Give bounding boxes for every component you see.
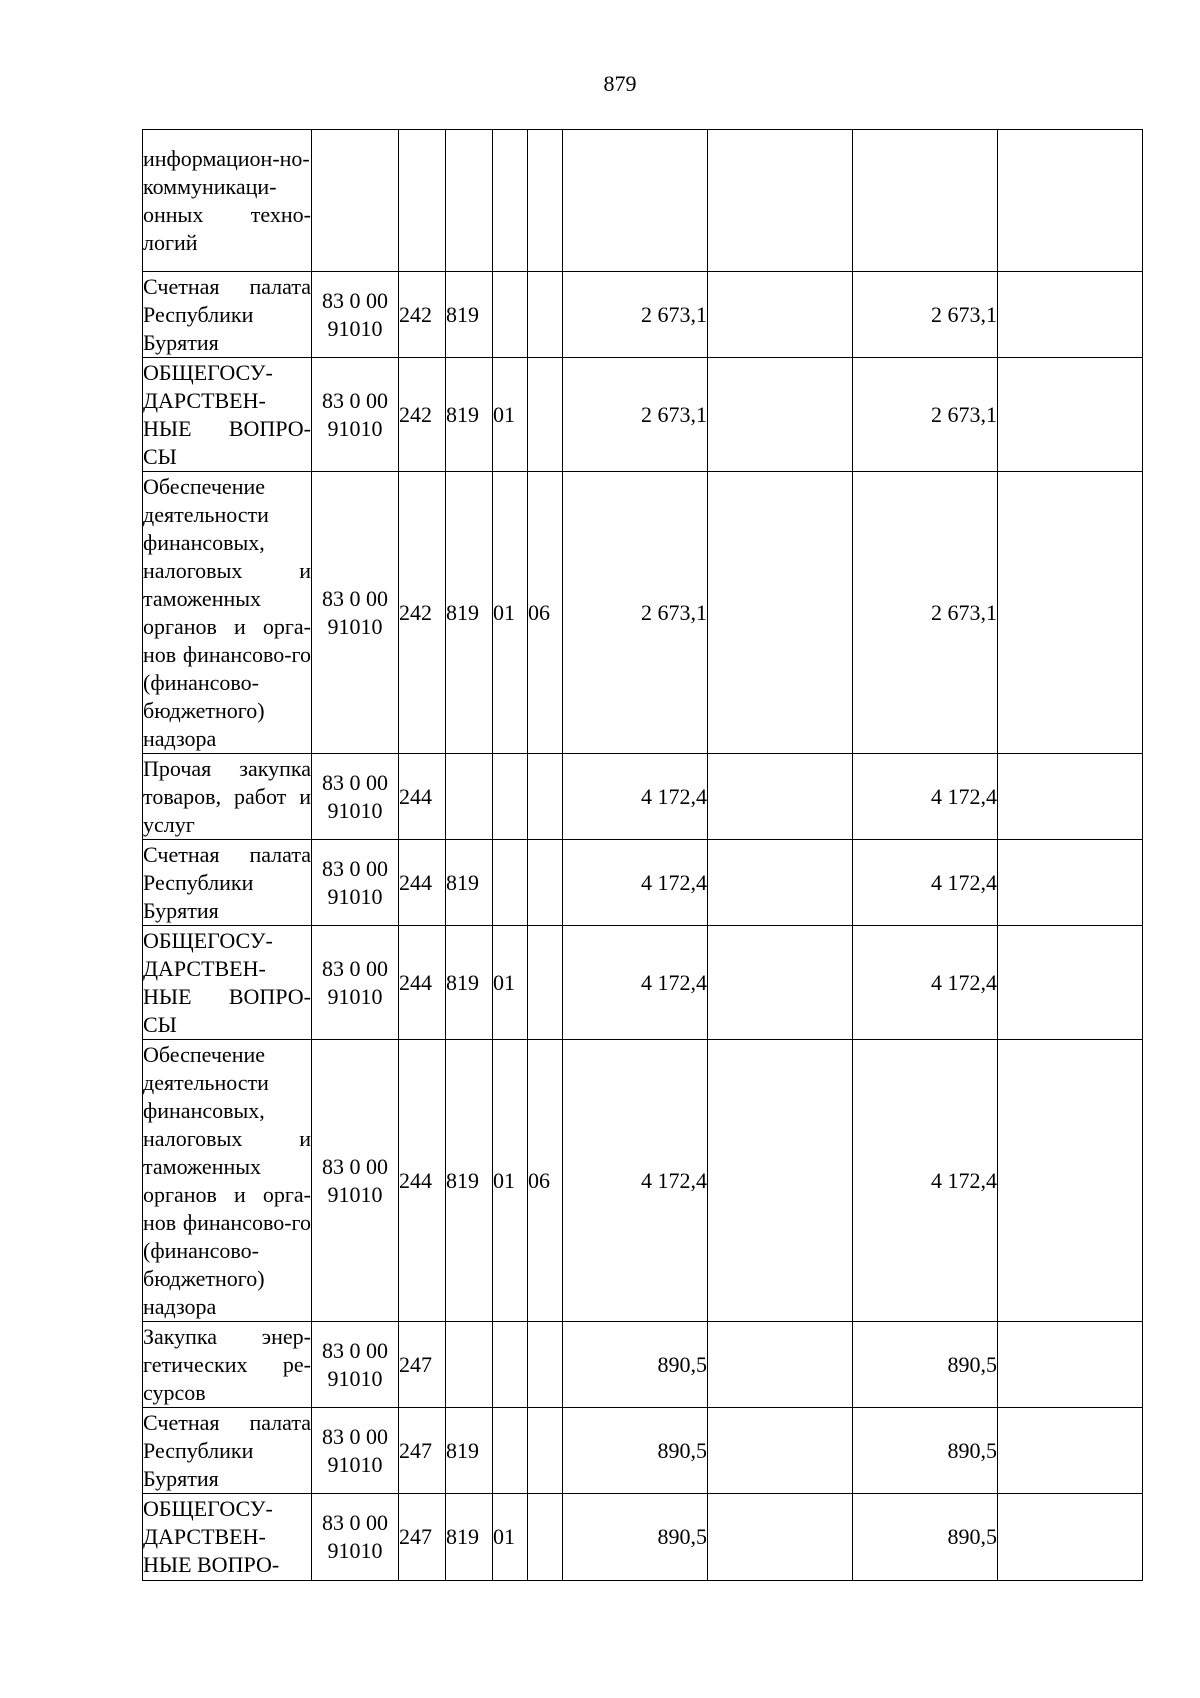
administrator-code-cell: [446, 1408, 493, 1494]
expense-type-code: 244: [399, 783, 432, 809]
expense-type-code-cell: [399, 1494, 446, 1581]
section-code-cell: [493, 1408, 528, 1494]
table-row: [143, 840, 1143, 926]
subsection-code-cell: [528, 1408, 563, 1494]
amount-column-2-cell: [708, 130, 853, 272]
administrator-code-cell: [446, 472, 493, 754]
section-code-cell: [493, 926, 528, 1040]
amount-column-2-cell: [708, 840, 853, 926]
amount-column-3-cell: [853, 840, 998, 926]
administrator-code-cell: [446, 272, 493, 358]
target-article-code-cell: [312, 840, 399, 926]
amount-column-2-cell: [708, 1408, 853, 1494]
expense-type-code-cell: [399, 840, 446, 926]
row-name: ОБЩЕГОСУ-ДАРСТВЕН-НЫЕ ВОПРО-СЫ: [143, 359, 311, 469]
section-code: 01: [493, 599, 515, 625]
row-name: информацион-но-коммуникаци-онных техно-логий: [143, 145, 311, 255]
amount-column-3: 890,5: [947, 1351, 997, 1377]
row-name: Обеспечение деятельности финансовых, налоговых и таможенных органов и орга-нов финансово-го (финансово-бюджетного) надзора: [143, 473, 311, 751]
amount-column-3: 4 172,4: [931, 869, 997, 895]
table-row: [143, 1040, 1143, 1322]
expense-type-code-cell: [399, 754, 446, 840]
amount-total: 4 172,4: [641, 783, 707, 809]
budget-table: [142, 129, 1143, 1581]
section-code-cell: [493, 130, 528, 272]
amount-column-3-cell: [853, 1040, 998, 1322]
table-row: [143, 1408, 1143, 1494]
subsection-code-cell: [528, 1322, 563, 1408]
amount-column-4-cell: [998, 130, 1143, 272]
administrator-code-cell: [446, 1494, 493, 1581]
table-row: [143, 1494, 1143, 1581]
target-article-code: 83 0 00 91010: [322, 955, 388, 1009]
amount-column-4-cell: [998, 926, 1143, 1040]
administrator-code: 819: [446, 969, 479, 995]
amount-column-3-cell: [853, 926, 998, 1040]
subsection-code-cell: [528, 472, 563, 754]
table-row: [143, 1322, 1143, 1408]
amount-column-2-cell: [708, 472, 853, 754]
section-code: 01: [493, 1167, 515, 1193]
amount-column-3: 2 673,1: [931, 401, 997, 427]
target-article-code: 83 0 00 91010: [322, 855, 388, 909]
amount-column-3-cell: [853, 358, 998, 472]
target-article-code-cell: [312, 358, 399, 472]
subsection-code-cell: [528, 272, 563, 358]
amount-total-cell: [563, 840, 708, 926]
amount-total-cell: [563, 272, 708, 358]
amount-column-3-cell: [853, 1494, 998, 1581]
administrator-code-cell: [446, 754, 493, 840]
expense-type-code: 247: [399, 1524, 432, 1549]
amount-total: 890,5: [657, 1524, 707, 1549]
section-code: 01: [493, 401, 515, 427]
administrator-code: 819: [446, 599, 479, 625]
section-code-cell: [493, 1040, 528, 1322]
section-code-cell: [493, 1322, 528, 1408]
amount-column-3-cell: [853, 1408, 998, 1494]
row-name: Счетная палата Республики Бурятия: [143, 841, 311, 923]
subsection-code: 06: [528, 1167, 550, 1193]
target-article-code-cell: [312, 1494, 399, 1581]
amount-total-cell: [563, 1040, 708, 1322]
expense-type-code: 242: [399, 599, 432, 625]
table-row: [143, 754, 1143, 840]
target-article-code: 83 0 00 91010: [322, 1153, 388, 1207]
amount-total-cell: [563, 358, 708, 472]
amount-column-2-cell: [708, 754, 853, 840]
expense-type-code-cell: [399, 1322, 446, 1408]
administrator-code-cell: [446, 840, 493, 926]
expense-type-code-cell: [399, 1040, 446, 1322]
table-row: [143, 472, 1143, 754]
amount-column-2-cell: [708, 358, 853, 472]
target-article-code: 83 0 00 91010: [322, 1510, 388, 1563]
expense-type-code: 242: [399, 401, 432, 427]
amount-column-3: 2 673,1: [931, 599, 997, 625]
subsection-code-cell: [528, 1494, 563, 1581]
amount-column-3-cell: [853, 272, 998, 358]
amount-column-4-cell: [998, 840, 1143, 926]
target-article-code-cell: [312, 1040, 399, 1322]
table-row: [143, 926, 1143, 1040]
section-code-cell: [493, 1494, 528, 1581]
amount-total-cell: [563, 1494, 708, 1581]
amount-column-2-cell: [708, 272, 853, 358]
expense-type-code-cell: [399, 926, 446, 1040]
administrator-code-cell: [446, 1040, 493, 1322]
administrator-code: 819: [446, 869, 479, 895]
amount-column-2-cell: [708, 1494, 853, 1581]
target-article-code: 83 0 00 91010: [322, 1337, 388, 1391]
target-article-code-cell: [312, 272, 399, 358]
expense-type-code-cell: [399, 130, 446, 272]
target-article-code: 83 0 00 91010: [322, 769, 388, 823]
amount-total: 4 172,4: [641, 1167, 707, 1193]
amount-column-2-cell: [708, 926, 853, 1040]
section-code-cell: [493, 358, 528, 472]
subsection-code-cell: [528, 754, 563, 840]
amount-total-cell: [563, 926, 708, 1040]
administrator-code-cell: [446, 358, 493, 472]
row-name-cell: [143, 1408, 312, 1494]
administrator-code: 819: [446, 1437, 479, 1463]
amount-total-cell: [563, 754, 708, 840]
amount-total: 4 172,4: [641, 969, 707, 995]
amount-column-2-cell: [708, 1322, 853, 1408]
target-article-code-cell: [312, 1322, 399, 1408]
amount-total: 890,5: [657, 1351, 707, 1377]
section-code-cell: [493, 840, 528, 926]
amount-column-4-cell: [998, 754, 1143, 840]
amount-total-cell: [563, 130, 708, 272]
amount-total: 4 172,4: [641, 869, 707, 895]
amount-total-cell: [563, 1408, 708, 1494]
amount-column-3: 890,5: [947, 1437, 997, 1463]
row-name-cell: [143, 130, 312, 272]
row-name-cell: [143, 358, 312, 472]
row-name-cell: [143, 472, 312, 754]
section-code: 01: [493, 1524, 515, 1549]
amount-column-4-cell: [998, 1494, 1143, 1581]
amount-total-cell: [563, 472, 708, 754]
row-name-cell: [143, 1040, 312, 1322]
administrator-code-cell: [446, 130, 493, 272]
subsection-code-cell: [528, 1040, 563, 1322]
amount-column-3: 2 673,1: [931, 301, 997, 327]
amount-column-3-cell: [853, 1322, 998, 1408]
expense-type-code: 244: [399, 1167, 432, 1193]
row-name-cell: [143, 754, 312, 840]
target-article-code: 83 0 00 91010: [322, 585, 388, 639]
subsection-code-cell: [528, 926, 563, 1040]
expense-type-code: 244: [399, 869, 432, 895]
table-row: [143, 130, 1143, 272]
target-article-code-cell: [312, 472, 399, 754]
row-name-cell: [143, 926, 312, 1040]
subsection-code-cell: [528, 358, 563, 472]
row-name: Счетная палата Республики Бурятия: [143, 1409, 311, 1491]
amount-column-2-cell: [708, 1040, 853, 1322]
administrator-code-cell: [446, 926, 493, 1040]
amount-column-4-cell: [998, 472, 1143, 754]
target-article-code-cell: [312, 754, 399, 840]
amount-column-3: 4 172,4: [931, 783, 997, 809]
amount-column-4-cell: [998, 1040, 1143, 1322]
row-name: Обеспечение деятельности финансовых, налоговых и таможенных органов и орга-нов финансово-го (финансово-бюджетного) надзора: [143, 1041, 311, 1319]
subsection-code-cell: [528, 840, 563, 926]
expense-type-code: 244: [399, 969, 432, 995]
amount-total: 2 673,1: [641, 401, 707, 427]
target-article-code-cell: [312, 130, 399, 272]
page-number: 879: [603, 71, 637, 96]
target-article-code: 83 0 00 91010: [322, 287, 388, 341]
subsection-code: 06: [528, 599, 550, 625]
amount-column-3-cell: [853, 754, 998, 840]
amount-column-4-cell: [998, 272, 1143, 358]
target-article-code-cell: [312, 1408, 399, 1494]
row-name-cell: [143, 840, 312, 926]
amount-total: 2 673,1: [641, 599, 707, 625]
expense-type-code-cell: [399, 1408, 446, 1494]
expense-type-code: 242: [399, 301, 432, 327]
section-code: 01: [493, 969, 515, 995]
expense-type-code: 247: [399, 1437, 432, 1463]
amount-total: 890,5: [657, 1437, 707, 1463]
row-name: Счетная палата Республики Бурятия: [143, 273, 311, 355]
section-code-cell: [493, 472, 528, 754]
amount-column-3-cell: [853, 130, 998, 272]
amount-column-3-cell: [853, 472, 998, 754]
row-name-cell: [143, 1322, 312, 1408]
amount-total: 2 673,1: [641, 301, 707, 327]
amount-column-4-cell: [998, 1408, 1143, 1494]
administrator-code: 819: [446, 301, 479, 327]
expense-type-code-cell: [399, 358, 446, 472]
table-row: [143, 358, 1143, 472]
amount-column-4-cell: [998, 1322, 1143, 1408]
subsection-code-cell: [528, 130, 563, 272]
row-name-cell: [143, 1494, 312, 1581]
administrator-code: 819: [446, 1167, 479, 1193]
row-name: Закупка энер-гетических ре-сурсов: [143, 1323, 311, 1405]
section-code-cell: [493, 272, 528, 358]
row-name-cell: [143, 272, 312, 358]
row-name: Прочая закупка товаров, работ и услуг: [143, 755, 311, 837]
amount-column-3: 890,5: [947, 1524, 997, 1549]
target-article-code: 83 0 00 91010: [322, 1423, 388, 1477]
administrator-code: 819: [446, 1524, 479, 1549]
expense-type-code-cell: [399, 472, 446, 754]
expense-type-code-cell: [399, 272, 446, 358]
administrator-code: 819: [446, 401, 479, 427]
table-row: [143, 272, 1143, 358]
expense-type-code: 247: [399, 1351, 432, 1377]
amount-total-cell: [563, 1322, 708, 1408]
section-code-cell: [493, 754, 528, 840]
amount-column-4-cell: [998, 358, 1143, 472]
row-name: ОБЩЕГОСУ-ДАРСТВЕН-НЫЕ ВОПРО-СЫ: [143, 927, 311, 1037]
row-name: ОБЩЕГОСУ-ДАРСТВЕН-НЫЕ ВОПРО-: [143, 1496, 280, 1577]
target-article-code: 83 0 00 91010: [322, 387, 388, 441]
amount-column-3: 4 172,4: [931, 969, 997, 995]
target-article-code-cell: [312, 926, 399, 1040]
administrator-code-cell: [446, 1322, 493, 1408]
amount-column-3: 4 172,4: [931, 1167, 997, 1193]
